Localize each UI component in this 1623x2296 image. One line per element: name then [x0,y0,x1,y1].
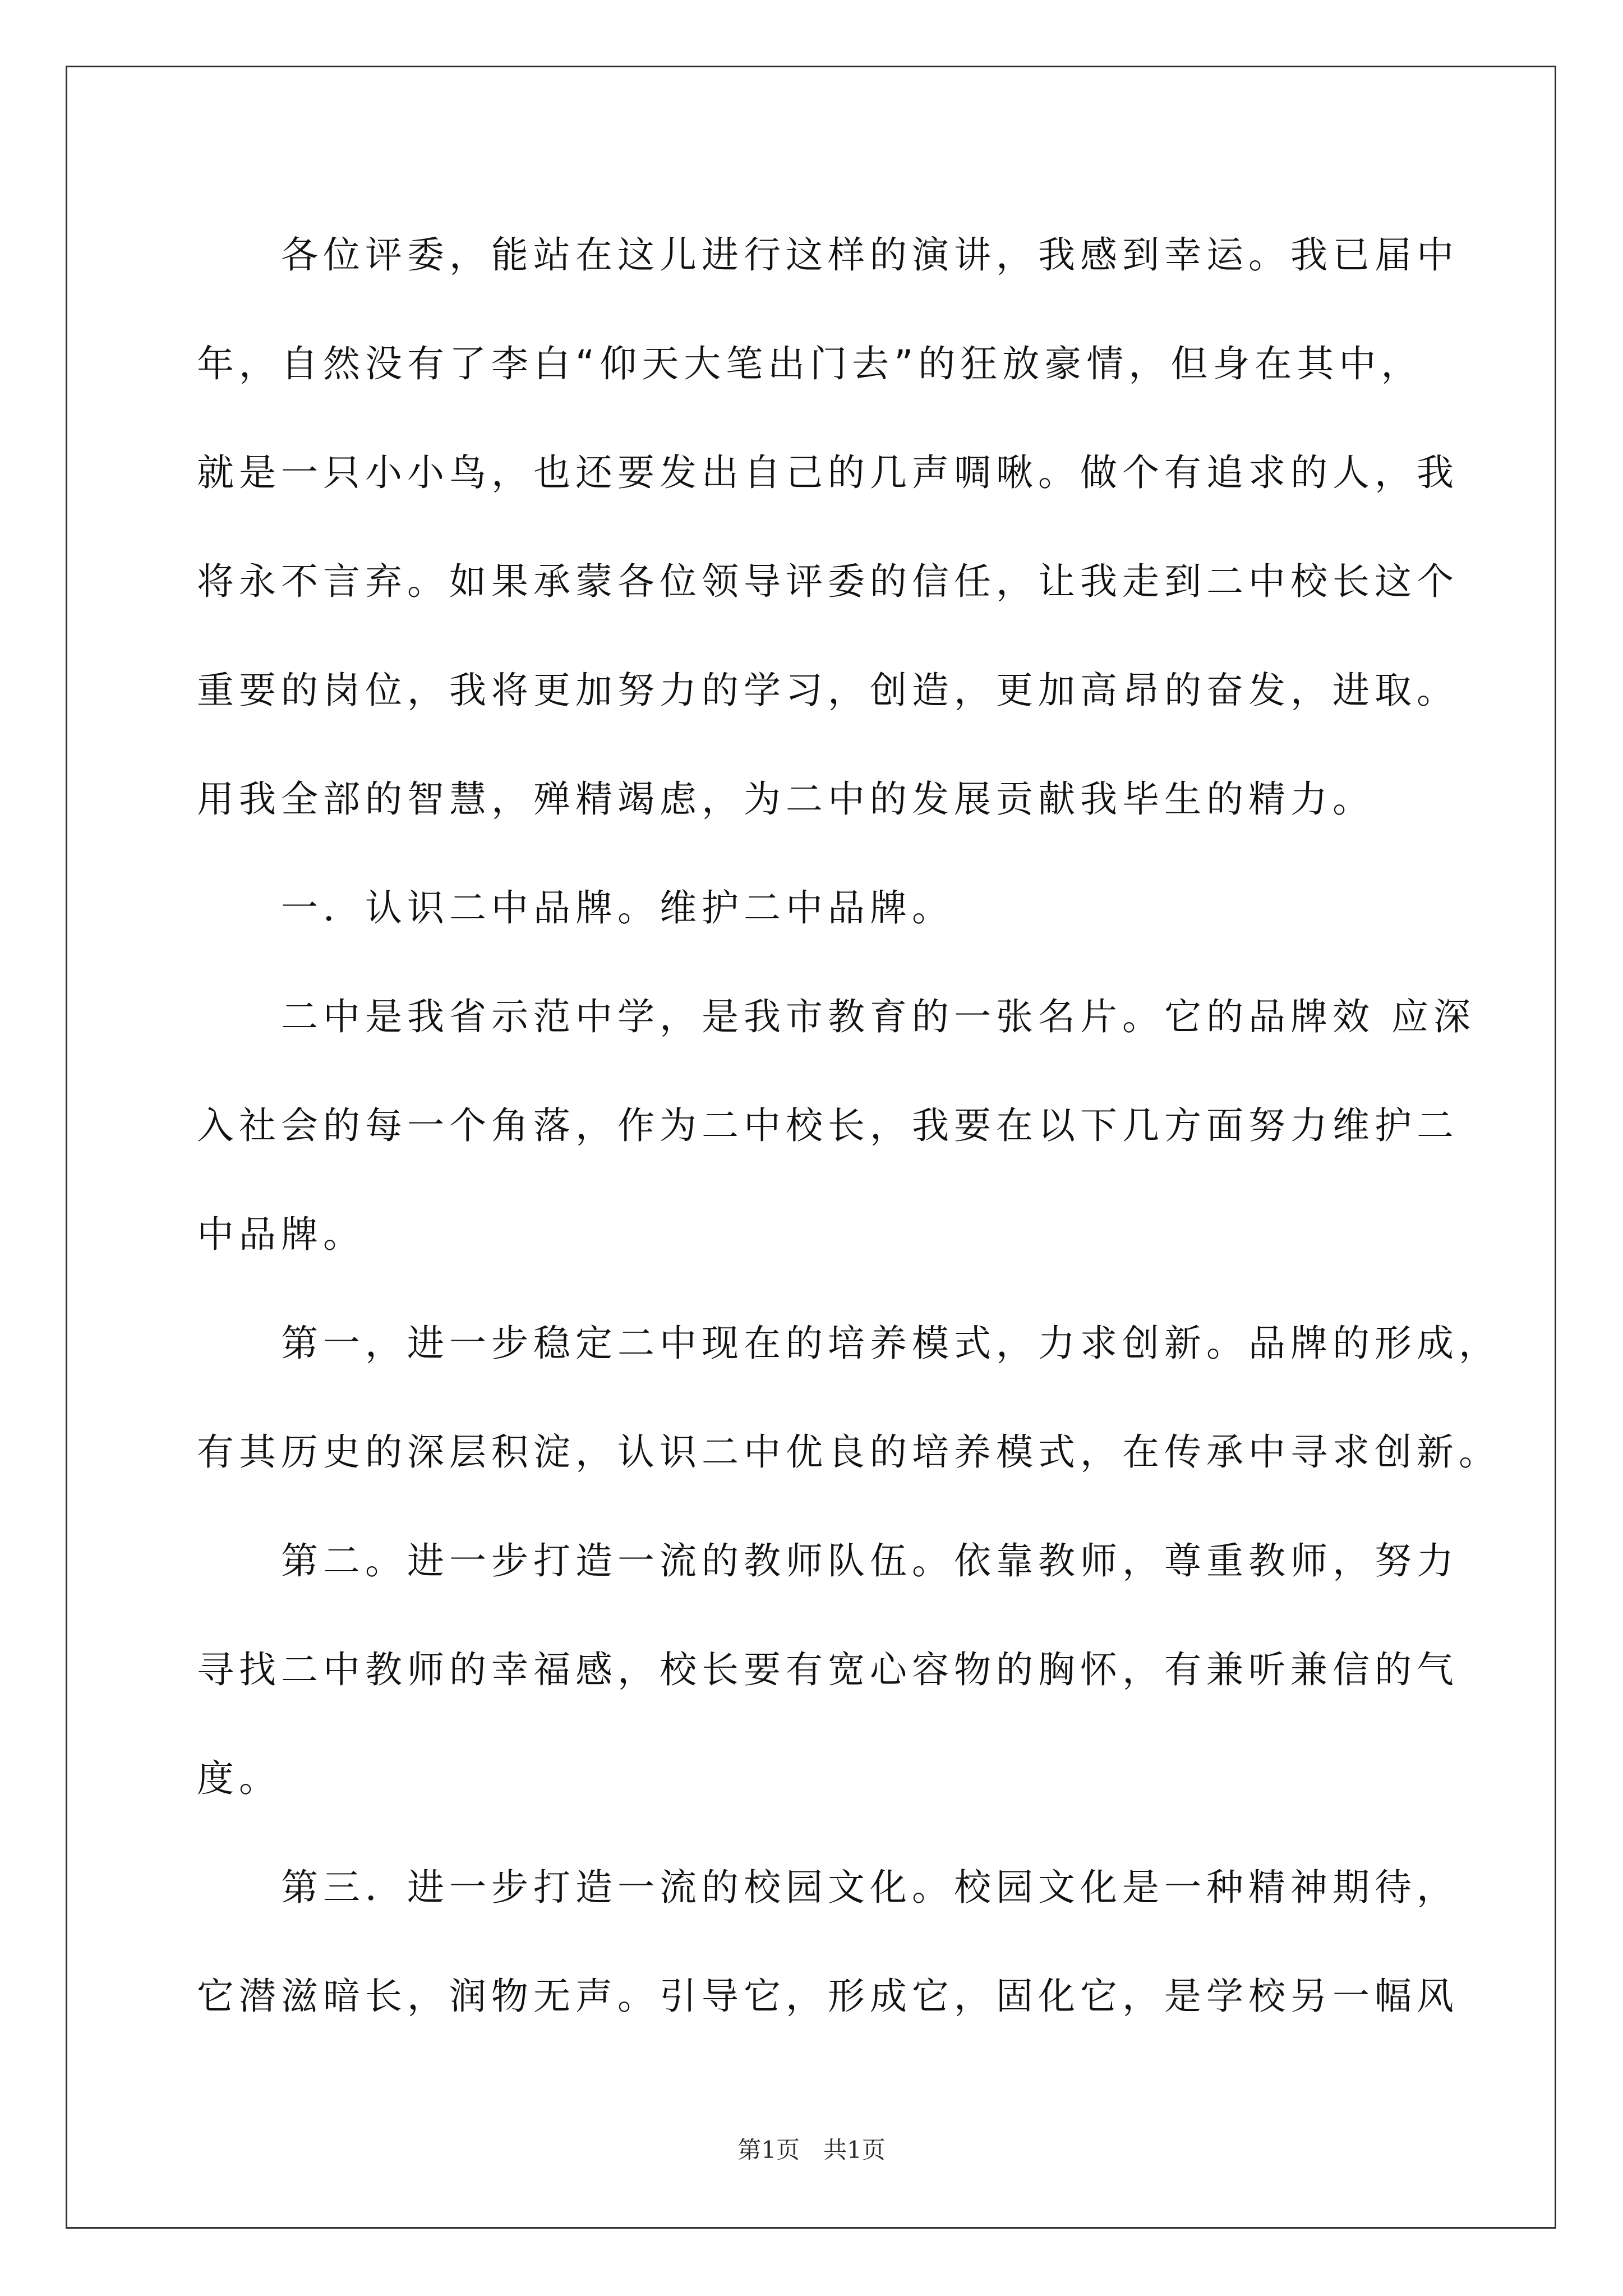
text-line: 中品牌。 [197,1213,365,1256]
text-line: 第一，进一步稳定二中现在的培养模式，力求创新。品牌的形成， [281,1322,1501,1365]
text-line: 各位评委，能站在这儿进行这样的演讲，我感到幸运。我已届中 [281,233,1459,277]
text-line: 第二。进一步打造一流的教师队伍。依靠教师，尊重教师，努力 [281,1539,1459,1582]
text-line: 有其历史的深层积淀，认识二中优良的培养模式，在传承中寻求创新。 [197,1430,1501,1474]
text-line: 二中是我省示范中学，是我市教育的一张名片。它的品牌效 应深 [281,995,1476,1038]
section-heading: 一．认识二中品牌。维护二中品牌。 [281,886,954,930]
page-number-footer: 第1页 共1页 [737,2136,886,2164]
text-line: 寻找二中教师的幸福感，校长要有宽心容物的胸怀，有兼听兼信的气 [197,1648,1459,1691]
text-line: 年，自然没有了李白“仰天大笔出门去”的狂放豪情，但身在其中， [197,342,1423,385]
text-line: 就是一只小小鸟，也还要发出自己的几声啁啾。做个有追求的人，我 [197,451,1459,494]
text-line: 重要的岗位，我将更加努力的学习，创造，更加高昂的奋发，进取。 [197,669,1459,712]
text-line: 第三．进一步打造一流的校园文化。校园文化是一种精神期待， [281,1866,1459,1909]
text-line: 入社会的每一个角落，作为二中校长，我要在以下几方面努力维护二 [197,1104,1459,1147]
text-line: 用我全部的智慧，殚精竭虑，为二中的发展贡献我毕生的精力。 [197,777,1375,821]
text-line: 将永不言弃。如果承蒙各位领导评委的信任，让我走到二中校长这个 [197,560,1459,603]
text-line: 它潜滋暗长，润物无声。引导它，形成它，固化它，是学校另一幅风 [197,1975,1459,2018]
text-line: 度。 [197,1757,281,1800]
